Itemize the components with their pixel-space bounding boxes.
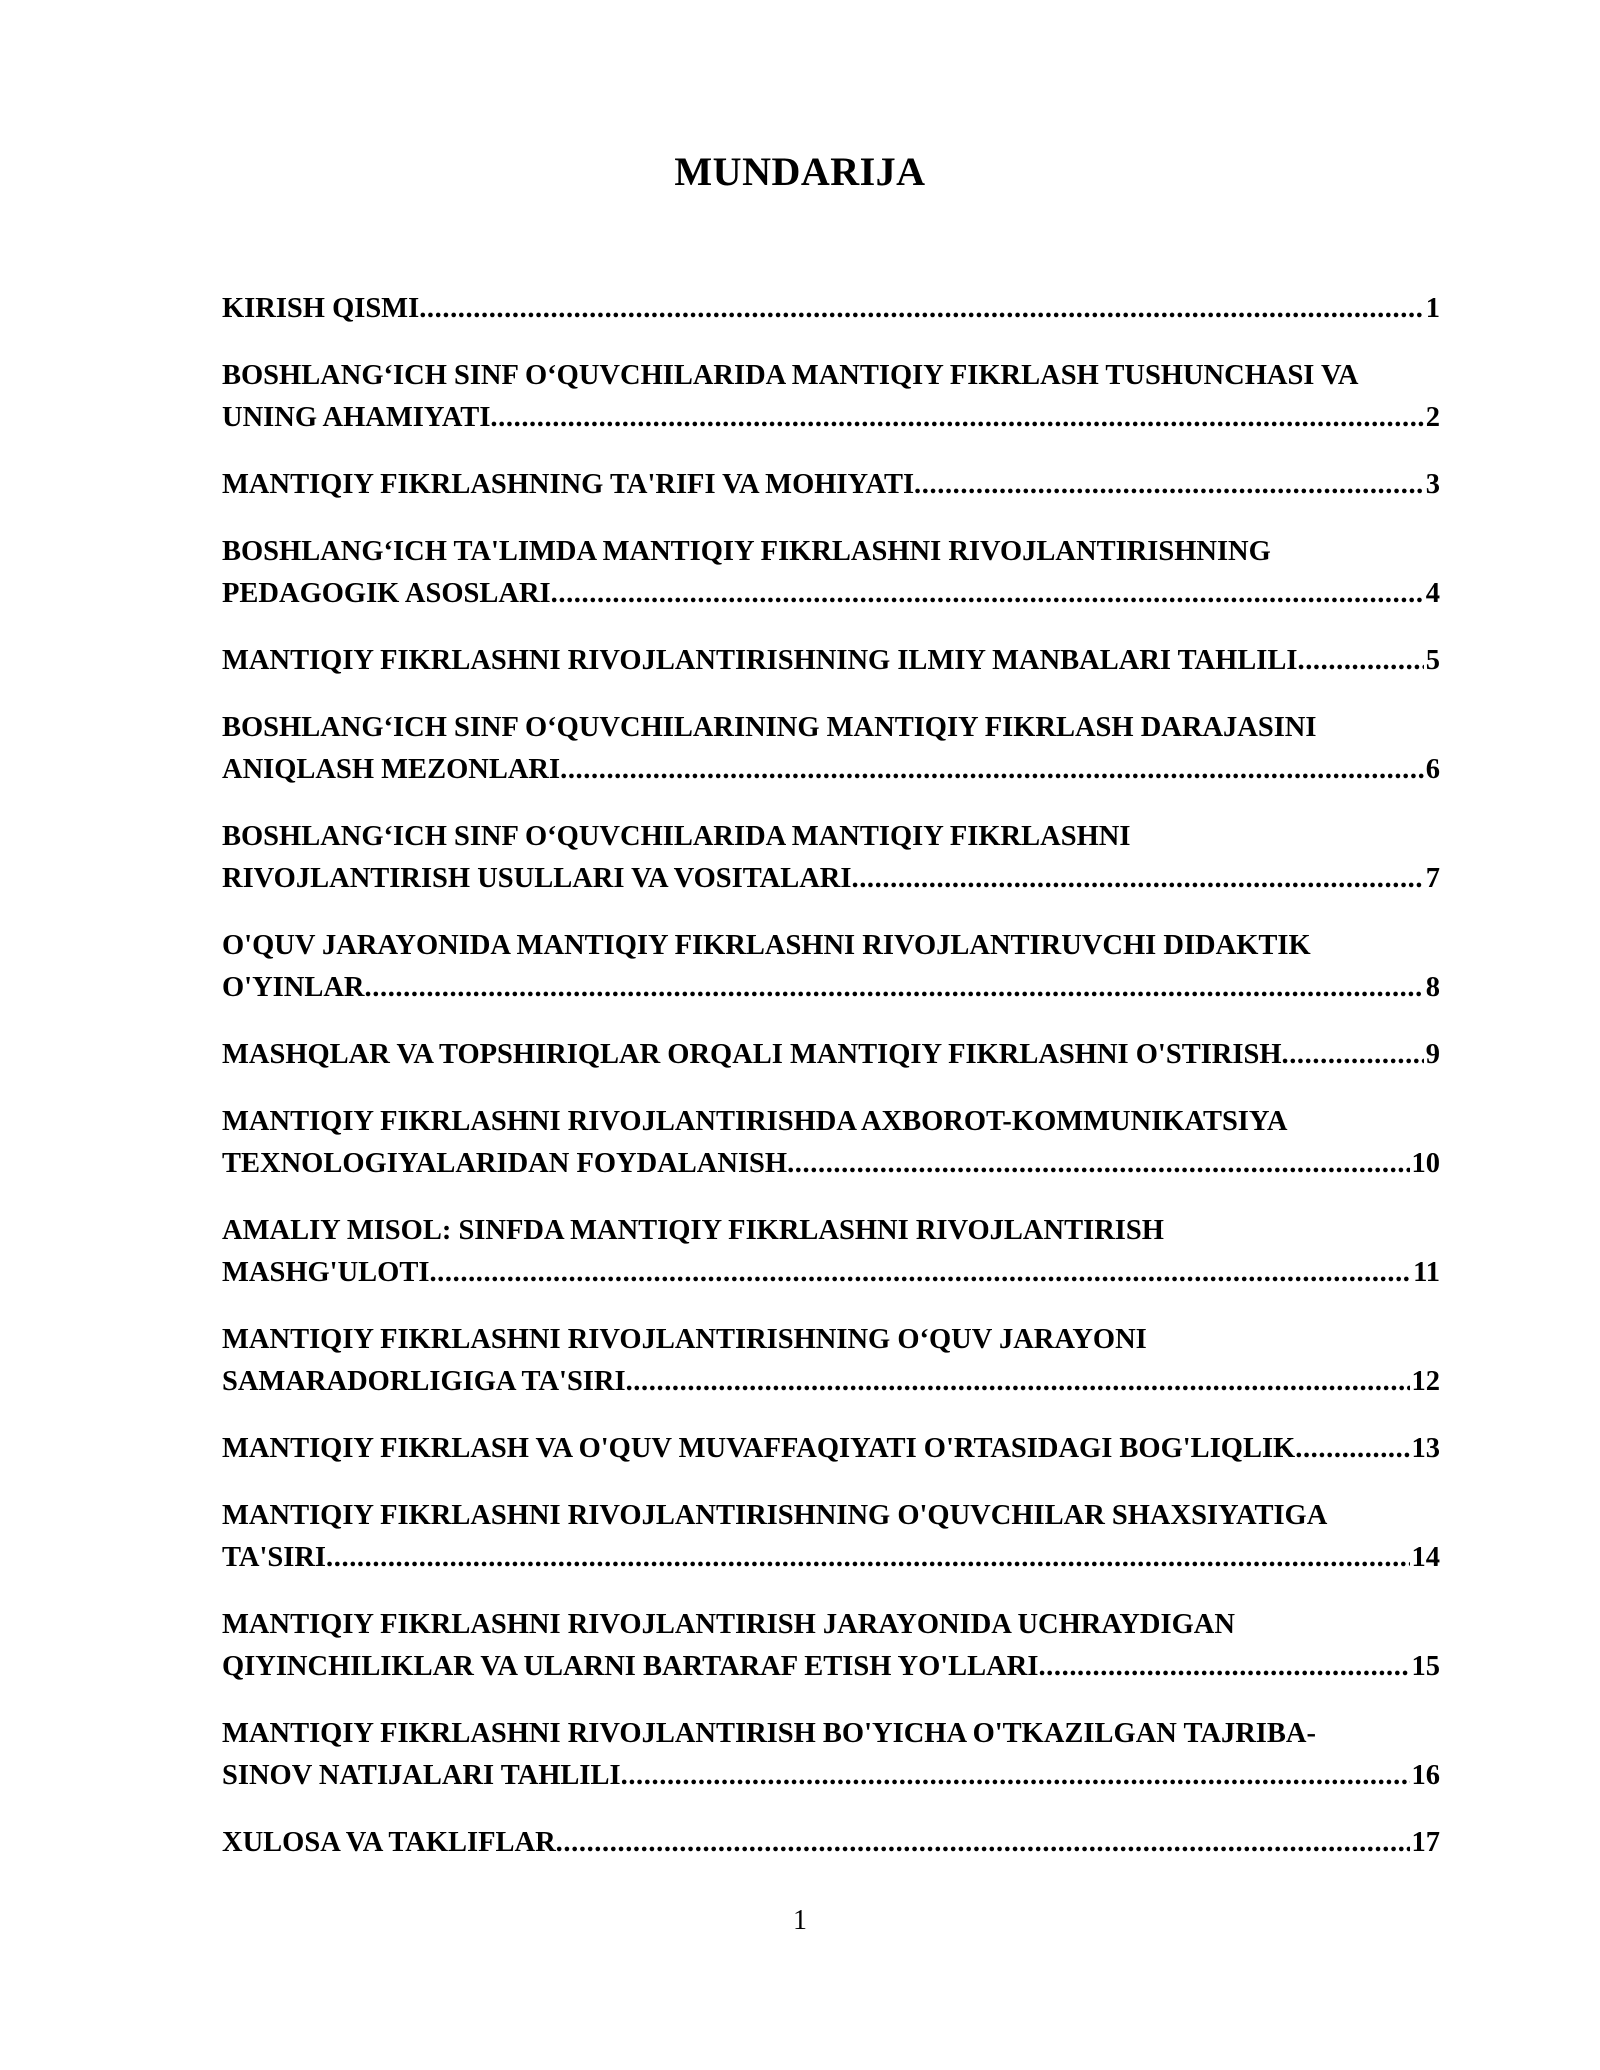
toc-entry-last-line	[222, 1034, 1440, 1076]
toc-page-number: 7	[1425, 863, 1440, 894]
toc-entry-last-line	[222, 1428, 1440, 1470]
toc-page-number: 4	[1425, 578, 1440, 609]
toc-page-number: 16	[1411, 1760, 1440, 1791]
dot-leader	[429, 1252, 1411, 1294]
dot-leader	[560, 749, 1424, 791]
toc-entry-last-line	[222, 1822, 1440, 1864]
toc-entry-title-line: MANTIQIY FIKRLASH VA O'QUV MUVAFFAQIYATI O'RTASIDAGI BOG'LIQLIK	[222, 1433, 1296, 1464]
toc-entry-last-line	[222, 640, 1440, 682]
dot-leader	[1295, 1428, 1409, 1470]
toc-entry-last-line	[222, 1143, 1440, 1185]
toc-entry-title-line: O'QUV JARAYONIDA MANTIQIY FIKRLASHNI RIVOJLANTIRUVCHI DIDAKTIK	[222, 930, 1311, 961]
toc-entry-title-line: MANTIQIY FIKRLASHNI RIVOJLANTIRISHDA AXBOROT-KOMMUNIKATSIYA	[222, 1106, 1288, 1137]
table-of-contents	[222, 288, 1448, 1889]
dot-leader	[914, 464, 1424, 506]
toc-entry-title-line: KIRISH QISMI	[222, 293, 420, 324]
toc-entry[interactable]	[222, 1210, 1448, 1294]
dot-leader	[490, 397, 1423, 439]
toc-entry-title-line: TA'SIRI	[222, 1542, 327, 1573]
toc-entry-title-line: BOSHLANG‘ICH SINF O‘QUVCHILARINING MANTIQIY FIKRLASH DARAJASINI	[222, 712, 1317, 743]
toc-entry-last-line	[222, 464, 1440, 506]
toc-entry[interactable]	[222, 464, 1448, 506]
toc-entry-title-line: BOSHLANG‘ICH SINF O‘QUVCHILARIDA MANTIQIY FIKRLASHNI	[222, 821, 1131, 852]
dot-leader	[621, 1755, 1410, 1797]
toc-page-number: 3	[1425, 469, 1440, 500]
toc-entry[interactable]	[222, 1101, 1448, 1185]
toc-entry-last-line	[222, 749, 1440, 791]
dot-leader	[1297, 640, 1423, 682]
dot-leader	[326, 1537, 1409, 1579]
toc-entry-title-line: SAMARADORLIGIGA TA'SIRI	[222, 1366, 626, 1397]
toc-entry-last-line	[222, 967, 1440, 1009]
toc-entry-title-line: MANTIQIY FIKRLASHNI RIVOJLANTIRISH BO'YICHA O'TKAZILGAN TAJRIBA-	[222, 1718, 1316, 1749]
toc-entry[interactable]	[222, 707, 1448, 791]
toc-entry-last-line	[222, 288, 1440, 330]
toc-entry-title-line: ANIQLASH MEZONLARI	[222, 754, 561, 785]
toc-entry-title-line: MANTIQIY FIKRLASHNI RIVOJLANTIRISHNING ILMIY MANBALARI TAHLILI	[222, 645, 1298, 676]
dot-leader	[851, 858, 1423, 900]
toc-entry-last-line	[222, 858, 1440, 900]
toc-entry-last-line	[222, 1646, 1440, 1688]
dot-leader	[787, 1143, 1409, 1185]
toc-entry-last-line	[222, 397, 1440, 439]
toc-entry-title-line: TEXNOLOGIYALARIDAN FOYDALANISH	[222, 1148, 788, 1179]
toc-entry-title-line: QIYINCHILIKLAR VA ULARNI BARTARAF ETISH YO'LLARI	[222, 1651, 1039, 1682]
toc-entry-title-line: XULOSA VA TAKLIFLAR	[222, 1827, 556, 1858]
toc-entry[interactable]	[222, 640, 1448, 682]
dot-leader	[419, 288, 1424, 330]
dot-leader	[1038, 1646, 1409, 1688]
dot-leader	[365, 967, 1424, 1009]
toc-entry[interactable]	[222, 531, 1448, 615]
toc-entry-title-line: RIVOJLANTIRISH USULLARI VA VOSITALARI	[222, 863, 852, 894]
toc-page-number: 9	[1425, 1039, 1440, 1070]
toc-page-number: 2	[1425, 402, 1440, 433]
toc-page-number: 10	[1411, 1148, 1440, 1179]
dot-leader	[1281, 1034, 1423, 1076]
toc-entry[interactable]	[222, 1604, 1448, 1688]
toc-entry[interactable]	[222, 355, 1448, 439]
toc-entry-last-line	[222, 573, 1440, 615]
toc-entry[interactable]	[222, 1495, 1448, 1579]
page-title: MUNDARIJA	[674, 149, 926, 194]
toc-entry-title-line: SINOV NATIJALARI TAHLILI	[222, 1760, 621, 1791]
toc-page-number: 11	[1413, 1257, 1440, 1288]
toc-entry[interactable]	[222, 1713, 1448, 1797]
toc-page-number: 8	[1425, 972, 1440, 1003]
toc-entry-last-line	[222, 1755, 1440, 1797]
dot-leader	[556, 1822, 1410, 1864]
page-number: 1	[793, 1905, 807, 1936]
toc-entry[interactable]	[222, 816, 1448, 900]
toc-entry-title-line: MANTIQIY FIKRLASHNI RIVOJLANTIRISHNING O‘QUV JARAYONI	[222, 1324, 1147, 1355]
toc-entry[interactable]	[222, 1822, 1448, 1864]
toc-page-number: 15	[1411, 1651, 1440, 1682]
toc-entry-last-line	[222, 1537, 1440, 1579]
toc-entry-title-line: AMALIY MISOL: SINFDA MANTIQIY FIKRLASHNI RIVOJLANTIRISH	[222, 1215, 1164, 1246]
toc-entry-title-line: PEDAGOGIK ASOSLARI	[222, 578, 551, 609]
toc-entry[interactable]	[222, 1428, 1448, 1470]
toc-page-number: 1	[1425, 293, 1440, 324]
toc-entry-title-line: UNING AHAMIYATI	[222, 402, 491, 433]
toc-entry[interactable]	[222, 1034, 1448, 1076]
toc-page-number: 12	[1411, 1366, 1440, 1397]
dot-leader	[626, 1361, 1410, 1403]
toc-entry-last-line	[222, 1361, 1440, 1403]
toc-page-number: 6	[1425, 754, 1440, 785]
toc-entry-title-line: MASHQLAR VA TOPSHIRIQLAR ORQALI MANTIQIY FIKRLASHNI O'STIRISH	[222, 1039, 1282, 1070]
toc-entry-title-line: MANTIQIY FIKRLASHNI RIVOJLANTIRISH JARAYONIDA UCHRAYDIGAN	[222, 1609, 1235, 1640]
toc-entry[interactable]	[222, 925, 1448, 1009]
toc-entry-title-line: BOSHLANG‘ICH TA'LIMDA MANTIQIY FIKRLASHNI RIVOJLANTIRISHNING	[222, 536, 1271, 567]
toc-entry-title-line: MANTIQIY FIKRLASHNING TA'RIFI VA MOHIYATI	[222, 469, 915, 500]
toc-entry[interactable]	[222, 288, 1448, 330]
toc-page-number: 5	[1425, 645, 1440, 676]
toc-entry[interactable]	[222, 1319, 1448, 1403]
toc-entry-title-line: MASHG'ULOTI	[222, 1257, 430, 1288]
toc-page-number: 17	[1411, 1827, 1440, 1858]
toc-entry-title-line: BOSHLANG‘ICH SINF O‘QUVCHILARIDA MANTIQIY FIKRLASH TUSHUNCHASI VA	[222, 360, 1359, 391]
toc-entry-title-line: MANTIQIY FIKRLASHNI RIVOJLANTIRISHNING O'QUVCHILAR SHAXSIYATIGA	[222, 1500, 1328, 1531]
toc-entry-title-line: O'YINLAR	[222, 972, 365, 1003]
toc-page-number: 14	[1411, 1542, 1440, 1573]
toc-entry-last-line	[222, 1252, 1440, 1294]
toc-page-number: 13	[1411, 1433, 1440, 1464]
dot-leader	[551, 573, 1424, 615]
